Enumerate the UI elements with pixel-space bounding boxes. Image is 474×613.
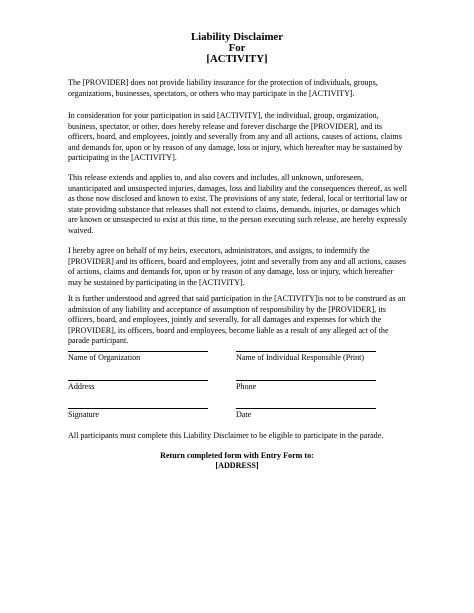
name-of-organization-label: Name of Organization <box>68 353 141 362</box>
address-label: Address <box>68 382 95 391</box>
address-signature-line[interactable] <box>68 380 208 381</box>
return-address: [ADDRESS] <box>215 461 259 470</box>
phone-label: Phone <box>236 382 257 391</box>
phone-signature-line[interactable] <box>236 380 376 381</box>
document-title-for: For <box>228 42 246 54</box>
paragraph-understanding: It is further understood and agreed that said participation in the [ACTIVITY]is not to be construed as an admission of any liability and acceptance of assumption of responsibility by the [PROVIDER], its officers, board, and employees, jointly and severally, for all damages and expenses for which the [PROVIDER], its officers, board and employees, become liable as a result of any alleged act of the parade participant. <box>68 294 406 346</box>
signature-label: Signature <box>68 410 100 419</box>
organization-signature-line[interactable] <box>68 351 208 352</box>
signature-line[interactable] <box>68 408 208 409</box>
closing-note: All participants must complete this Liability Disclaimer to be eligible to participate in the parade. <box>68 431 384 440</box>
paragraph-indemnify: I hereby agree on behalf of my heirs, executors, administrators, and assigns, to indemnify the [PROVIDER] and its officers, board and employees, joint and severally from any and all actions, causes of actions, claims and demands for, upon or by reason of any damage, loss or injury, which hereafter may be sustained by participating in the [ACTIVITY]. <box>68 246 406 287</box>
date-label: Date <box>236 410 252 419</box>
name-of-individual-label: Name of Individual Responsible (Print) <box>236 353 365 362</box>
date-signature-line[interactable] <box>236 408 376 409</box>
individual-name-signature-line[interactable] <box>236 351 376 352</box>
paragraph-extent: This release extends and applies to, and also covers and includes, all unknown, unforeseen, unanticipated and unsuspected injuries, damages, loss and liability and the consequences thereof, as well as those now disclosed and known to exist. The provisions of any state, federal, local or territorial law or state providing substance that releases shall not extend to claims, demands, injuries, or damages which are known or unsuspected to exist at this time, to the person executing such release, are hereby expressly waived. <box>68 173 408 235</box>
document-title: Liability Disclaimer <box>190 31 284 43</box>
paragraph-release: In consideration for your participation in said [ACTIVITY], the individual, group, organization, business, spectator, or other, does hereby release and forever discharge the [PROVIDER], and its officers, board, and employees, jointly and severally from any and all actions, causes of actions, claims and demands for, upon or by reason of any damage, loss or injury, which hereafter may be sustained by participating in the [ACTIVITY]. <box>68 111 403 163</box>
return-instructions: Return completed form with Entry Form to: <box>160 451 314 460</box>
document-title-activity: [ACTIVITY] <box>206 53 268 65</box>
paragraph-insurance: The [PROVIDER] does not provide liability insurance for the protection of individuals, groups, organizations, businesses, spectators, or others who may participate in the [ACTIVITY]. <box>68 78 378 98</box>
